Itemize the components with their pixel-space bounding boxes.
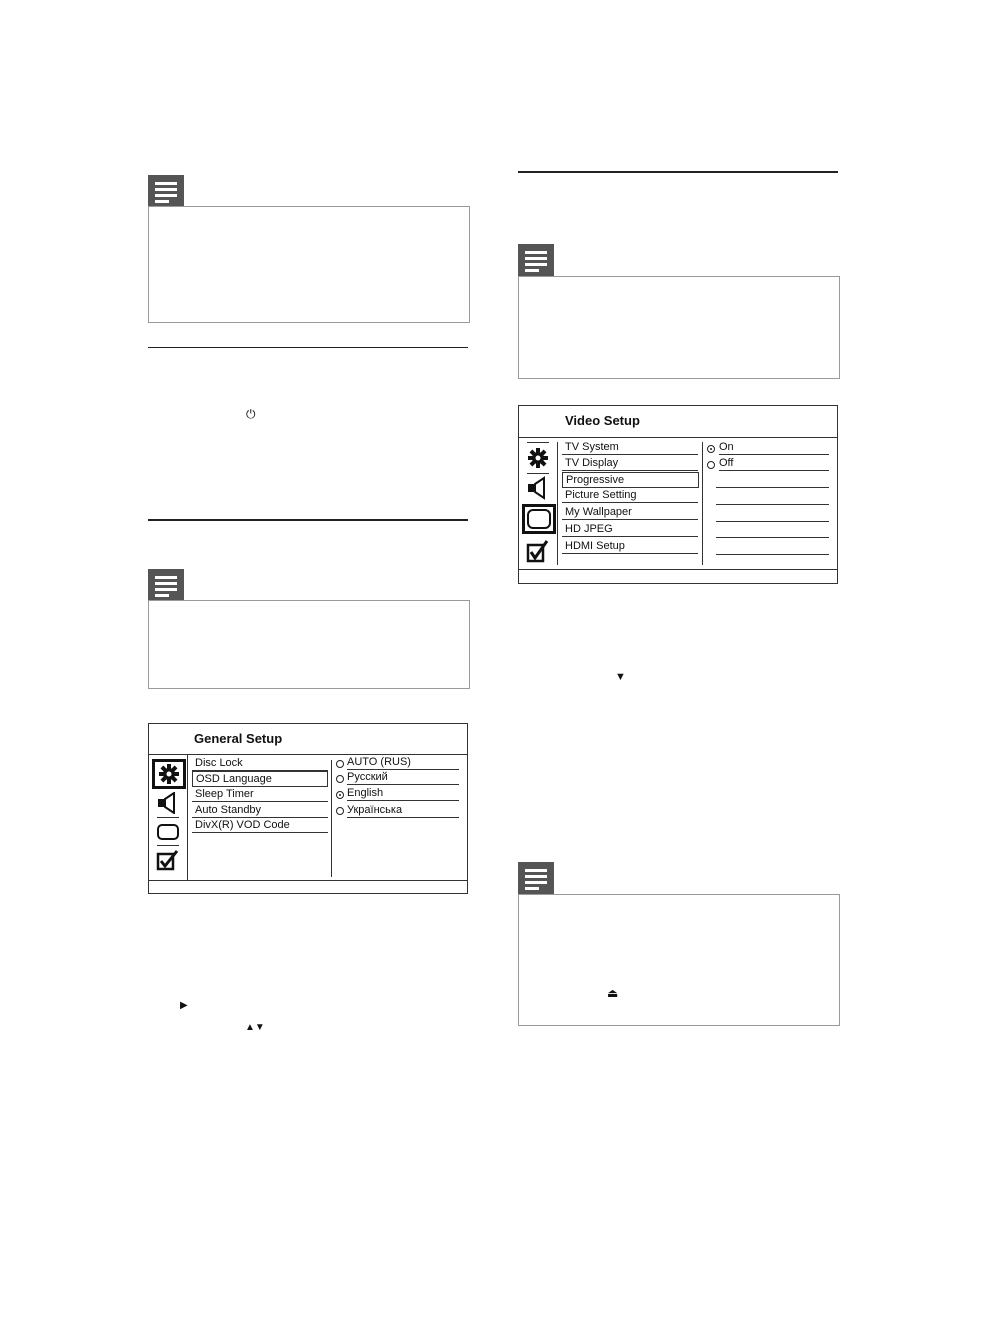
option-auto-rus[interactable]: AUTO (RUS) bbox=[347, 756, 459, 770]
note-box bbox=[518, 276, 840, 379]
checkbox-icon[interactable] bbox=[526, 538, 550, 564]
general-setup-menu bbox=[148, 723, 468, 894]
speaker-icon[interactable] bbox=[526, 476, 550, 500]
note-box bbox=[148, 206, 470, 323]
up-down-arrow-icon: ▲▼ bbox=[245, 1022, 265, 1033]
menu-item-picture-setting[interactable]: Picture Setting bbox=[562, 489, 698, 503]
menu-title: Video Setup bbox=[565, 413, 640, 428]
gear-icon[interactable] bbox=[525, 446, 551, 470]
option-english[interactable]: English bbox=[347, 787, 459, 801]
section-rule bbox=[518, 171, 838, 173]
tv-screen-icon[interactable] bbox=[156, 822, 180, 842]
eject-icon: ⏏ bbox=[607, 986, 619, 1000]
note-icon bbox=[148, 175, 184, 207]
down-arrow-icon: ▼ bbox=[615, 671, 626, 683]
gear-icon[interactable] bbox=[152, 759, 186, 789]
menu-item-divx-vod-code[interactable]: DivX(R) VOD Code bbox=[192, 819, 328, 833]
power-icon: ⏻ bbox=[246, 407, 256, 421]
video-setup-menu bbox=[518, 405, 838, 584]
menu-item-osd-language[interactable]: OSD Language bbox=[192, 771, 328, 787]
menu-item-my-wallpaper[interactable]: My Wallpaper bbox=[562, 506, 698, 520]
radio-auto-rus[interactable] bbox=[336, 760, 344, 768]
radio-off[interactable] bbox=[707, 461, 715, 469]
option-ukrainian[interactable]: Українська bbox=[347, 804, 459, 818]
note-icon bbox=[148, 569, 184, 601]
section-rule bbox=[148, 519, 468, 521]
menu-item-progressive[interactable]: Progressive bbox=[562, 472, 699, 488]
note-box bbox=[148, 600, 470, 689]
menu-item-auto-standby[interactable]: Auto Standby bbox=[192, 804, 328, 818]
option-on[interactable]: On bbox=[719, 441, 829, 455]
menu-title: General Setup bbox=[194, 731, 283, 746]
menu-item-hdmi-setup[interactable]: HDMI Setup bbox=[562, 540, 698, 554]
radio-russian[interactable] bbox=[336, 775, 344, 783]
menu-item-hd-jpeg[interactable]: HD JPEG bbox=[562, 523, 698, 537]
option-russian[interactable]: Русский bbox=[347, 771, 459, 785]
note-box bbox=[518, 894, 840, 1026]
checkbox-icon[interactable] bbox=[156, 848, 180, 872]
menu-item-tv-system[interactable]: TV System bbox=[562, 441, 698, 455]
menu-item-disc-lock[interactable]: Disc Lock bbox=[192, 757, 328, 771]
note-icon bbox=[518, 244, 554, 276]
speaker-icon[interactable] bbox=[156, 792, 180, 814]
tv-screen-icon[interactable] bbox=[522, 504, 556, 534]
menu-item-sleep-timer[interactable]: Sleep Timer bbox=[192, 788, 328, 802]
radio-english[interactable] bbox=[336, 791, 344, 799]
note-icon bbox=[518, 862, 554, 894]
option-off[interactable]: Off bbox=[719, 457, 829, 471]
menu-item-tv-display[interactable]: TV Display bbox=[562, 457, 698, 471]
section-rule bbox=[148, 347, 468, 348]
radio-on[interactable] bbox=[707, 445, 715, 453]
right-arrow-icon: ▶ bbox=[180, 1000, 188, 1011]
radio-ukrainian[interactable] bbox=[336, 807, 344, 815]
